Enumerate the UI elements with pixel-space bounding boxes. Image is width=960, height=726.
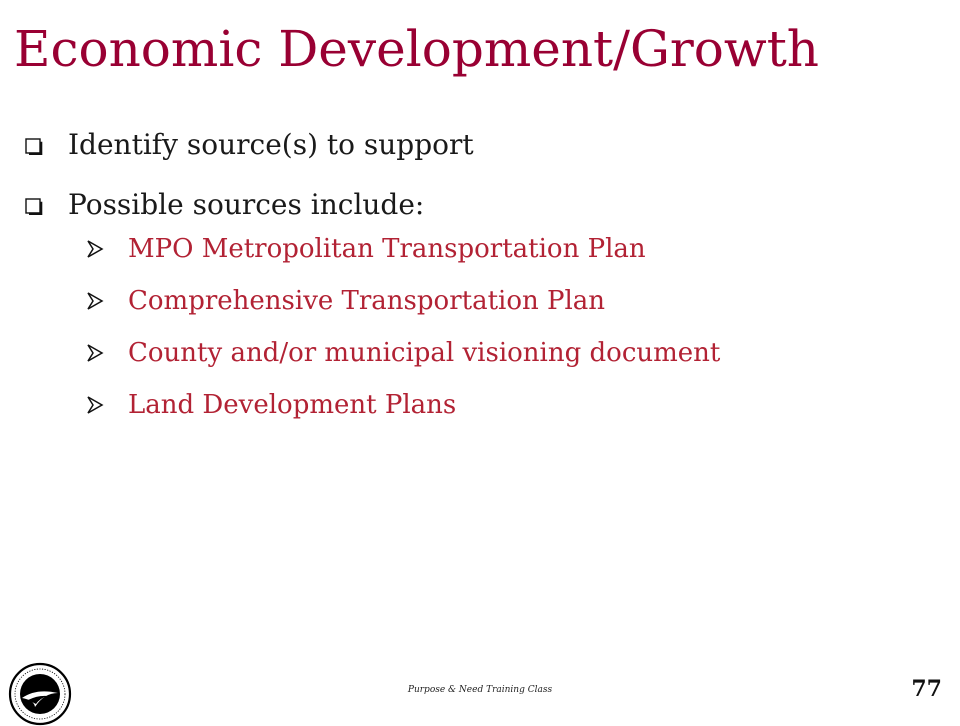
bullet-possible-sources <box>24 188 424 221</box>
bullet-text: Possible sources include: <box>68 188 425 221</box>
sub-bullet-text: MPO Metropolitan Transportation Plan <box>128 234 646 264</box>
bullet-text: Identify source(s) to support <box>68 128 474 161</box>
checkbox-square-icon <box>24 191 46 219</box>
arrow-right-icon <box>86 393 104 417</box>
arrow-right-icon <box>86 289 104 313</box>
sub-bullet-visioning-document <box>86 338 720 368</box>
arrow-right-icon <box>86 341 104 365</box>
bullet-identify-sources <box>24 128 474 161</box>
sub-bullet-land-development <box>86 390 456 420</box>
arrow-right-icon <box>86 237 104 261</box>
slide-title: Economic Development/Growth <box>14 20 820 78</box>
footer-class-name: Purpose & Need Training Class <box>407 685 553 695</box>
sub-bullet-text: Comprehensive Transportation Plan <box>128 286 606 316</box>
sub-bullet-comprehensive-plan <box>86 286 605 316</box>
checkbox-square-icon <box>24 131 46 159</box>
sub-bullet-text: County and/or municipal visioning document <box>128 338 721 368</box>
page-number: 77 <box>911 676 942 702</box>
sub-bullet-text: Land Development Plans <box>128 390 457 420</box>
sub-bullet-mpo-plan <box>86 234 646 264</box>
